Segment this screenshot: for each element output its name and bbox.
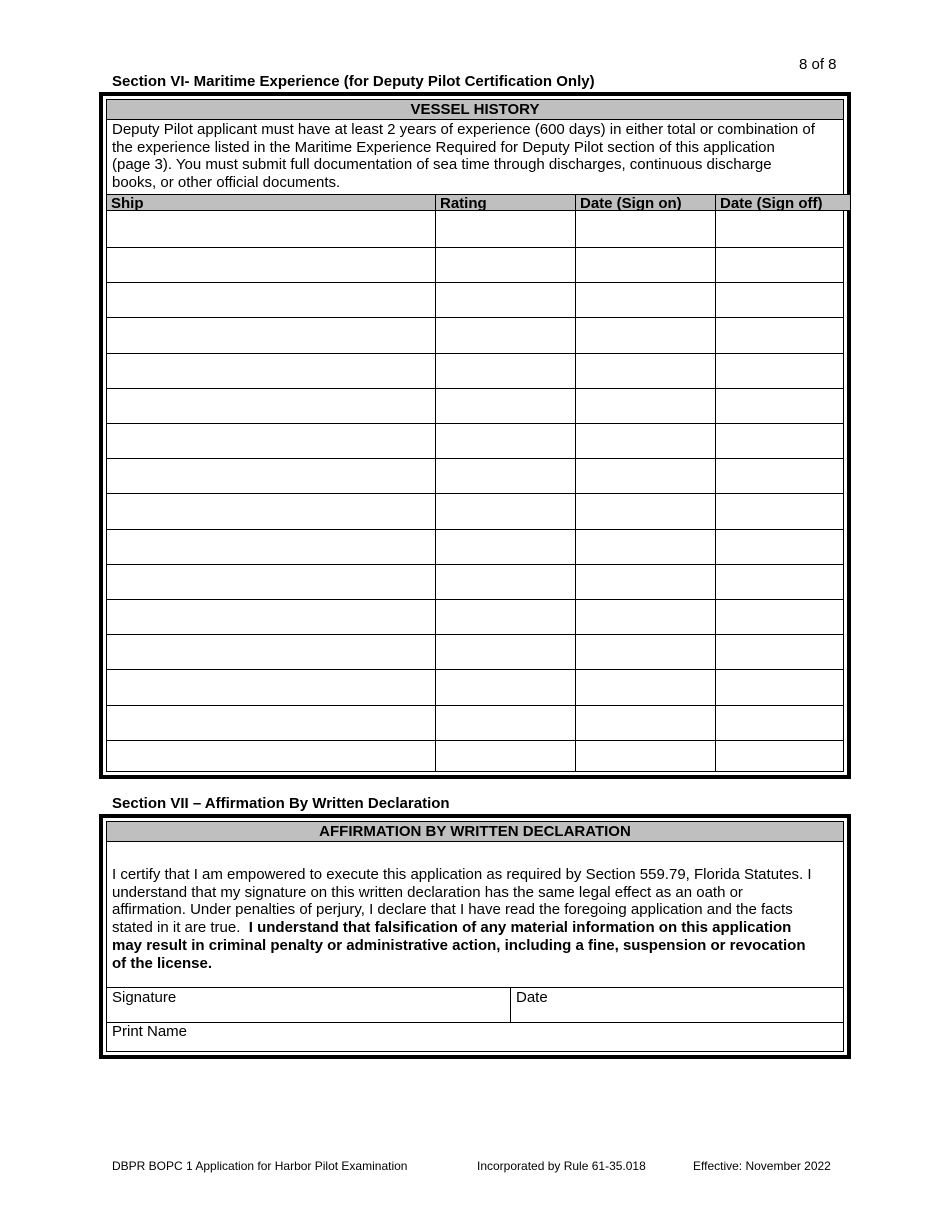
footer-rule: Incorporated by Rule 61-35.018	[477, 1159, 646, 1173]
rating-cell[interactable]	[436, 564, 575, 599]
date-sign-off-cell[interactable]	[716, 423, 850, 458]
date-sign-on-cell[interactable]	[576, 705, 715, 740]
column-divider	[575, 194, 576, 771]
instruction-line: the experience listed in the Maritime Experience Required for Deputy Pilot section of this application	[112, 138, 775, 156]
page-number: 8 of 8	[799, 56, 837, 73]
statement-line	[112, 919, 839, 937]
date-sign-off-cell[interactable]	[716, 282, 850, 317]
rating-cell[interactable]	[436, 634, 575, 669]
date-sign-off-cell[interactable]	[716, 705, 850, 740]
date-sign-on-cell[interactable]	[576, 529, 715, 564]
statement-line: of the license.	[112, 954, 213, 972]
date-sign-off-cell[interactable]	[716, 212, 850, 247]
ship-cell[interactable]	[107, 212, 435, 247]
ship-cell[interactable]	[107, 423, 435, 458]
affirmation-table	[106, 821, 844, 1052]
section-vii-heading: Section VII – Affirmation By Written Declaration	[112, 795, 450, 812]
date-sign-off-cell[interactable]	[716, 564, 850, 599]
rating-cell[interactable]	[436, 670, 575, 705]
ship-cell[interactable]	[107, 740, 435, 775]
rating-cell[interactable]	[436, 388, 575, 423]
vessel-history-row	[107, 388, 843, 424]
rating-cell[interactable]	[436, 282, 575, 317]
ship-cell[interactable]	[107, 494, 435, 529]
vessel-history-row	[107, 458, 843, 494]
vessel-history-row	[107, 423, 843, 459]
statement-line: I certify that I am empowered to execute this application as required by Section 559.79, Florida Statutes. I	[112, 866, 812, 883]
column-divider	[435, 194, 436, 771]
ship-cell[interactable]	[107, 353, 435, 388]
rating-cell[interactable]	[436, 318, 575, 353]
date-sign-on-cell[interactable]	[576, 247, 715, 282]
affirmation-statement	[112, 866, 839, 972]
date-sign-off-cell[interactable]	[716, 529, 850, 564]
column-header-date-sign-on: Date (Sign on)	[576, 194, 715, 211]
date-sign-off-cell[interactable]	[716, 388, 850, 423]
rating-cell[interactable]	[436, 212, 575, 247]
rating-cell[interactable]	[436, 458, 575, 493]
vessel-history-row	[107, 318, 843, 354]
date-label: Date	[516, 989, 548, 1006]
date-sign-off-cell[interactable]	[716, 353, 850, 388]
statement-text: stated in it are true.	[112, 919, 249, 937]
date-sign-off-cell[interactable]	[716, 494, 850, 529]
vessel-history-row	[107, 740, 843, 775]
signature-label: Signature	[112, 989, 177, 1006]
column-divider	[715, 194, 716, 771]
footer-form-name: DBPR BOPC 1 Application for Harbor Pilot Examination	[112, 1159, 408, 1173]
ship-cell[interactable]	[107, 529, 435, 564]
rating-cell[interactable]	[436, 705, 575, 740]
date-sign-on-cell[interactable]	[576, 423, 715, 458]
ship-cell[interactable]	[107, 599, 435, 634]
ship-cell[interactable]	[107, 247, 435, 282]
vessel-history-row	[107, 564, 843, 600]
vessel-history-row	[107, 494, 843, 530]
ship-cell[interactable]	[107, 670, 435, 705]
column-header-rating: Rating	[436, 194, 575, 211]
date-sign-off-cell[interactable]	[716, 740, 850, 775]
date-sign-on-cell[interactable]	[576, 564, 715, 599]
vessel-history-row	[107, 529, 843, 565]
column-header-date-sign-off: Date (Sign off)	[716, 194, 850, 211]
ship-cell[interactable]	[107, 458, 435, 493]
rating-cell[interactable]	[436, 494, 575, 529]
instruction-line: (page 3). You must submit full documentation of sea time through discharges, continuous discharge	[112, 156, 772, 174]
instruction-line: Deputy Pilot applicant must have at least 2 years of experience (600 days) in either total or combination of	[112, 121, 815, 138]
ship-cell[interactable]	[107, 388, 435, 423]
rating-cell[interactable]	[436, 529, 575, 564]
vessel-history-row	[107, 353, 843, 389]
date-sign-on-cell[interactable]	[576, 353, 715, 388]
date-sign-on-cell[interactable]	[576, 599, 715, 634]
rating-cell[interactable]	[436, 353, 575, 388]
vessel-history-title: VESSEL HISTORY	[107, 100, 843, 120]
statement-line: may result in criminal penalty or administrative action, including a fine, suspension or revocation	[112, 936, 806, 954]
vessel-history-instructions	[112, 121, 839, 192]
print-name-field[interactable]	[107, 1023, 843, 1051]
rating-cell[interactable]	[436, 423, 575, 458]
vessel-history-table	[106, 99, 844, 772]
date-sign-on-cell[interactable]	[576, 318, 715, 353]
date-sign-on-cell[interactable]	[576, 212, 715, 247]
rating-cell[interactable]	[436, 599, 575, 634]
date-field[interactable]	[511, 988, 843, 1022]
ship-cell[interactable]	[107, 282, 435, 317]
print-name-label: Print Name	[112, 1023, 188, 1040]
ship-cell[interactable]	[107, 705, 435, 740]
ship-cell[interactable]	[107, 564, 435, 599]
section-vi-heading: Section VI- Maritime Experience (for Deputy Pilot Certification Only)	[112, 73, 595, 90]
date-sign-on-cell[interactable]	[576, 740, 715, 775]
vessel-history-row	[107, 212, 843, 248]
date-sign-on-cell[interactable]	[576, 458, 715, 493]
vessel-history-box	[99, 92, 851, 779]
date-sign-off-cell[interactable]	[716, 634, 850, 669]
vessel-history-row	[107, 247, 843, 283]
falsification-warning: I understand that falsification of any material information on this application	[248, 919, 792, 937]
date-sign-on-cell[interactable]	[576, 388, 715, 423]
date-sign-on-cell[interactable]	[576, 634, 715, 669]
statement-line: affirmation. Under penalties of perjury, I declare that I have read the foregoing application and the facts	[112, 901, 793, 919]
affirmation-title: AFFIRMATION BY WRITTEN DECLARATION	[107, 822, 843, 842]
date-sign-off-cell[interactable]	[716, 247, 850, 282]
date-sign-on-cell[interactable]	[576, 670, 715, 705]
rating-cell[interactable]	[436, 247, 575, 282]
date-sign-on-cell[interactable]	[576, 282, 715, 317]
date-sign-off-cell[interactable]	[716, 599, 850, 634]
ship-cell[interactable]	[107, 634, 435, 669]
footer-effective-date: Effective: November 2022	[693, 1159, 831, 1173]
instruction-line: books, or other official documents.	[112, 174, 341, 192]
date-sign-on-cell[interactable]	[576, 494, 715, 529]
date-sign-off-cell[interactable]	[716, 318, 850, 353]
vessel-history-row	[107, 282, 843, 318]
affirmation-box	[99, 814, 851, 1059]
ship-cell[interactable]	[107, 318, 435, 353]
vessel-history-row	[107, 670, 843, 706]
vessel-history-row	[107, 705, 843, 741]
column-header-ship: Ship	[107, 194, 435, 211]
signature-field[interactable]	[107, 988, 510, 1022]
vessel-history-row	[107, 599, 843, 635]
rating-cell[interactable]	[436, 740, 575, 775]
statement-line: understand that my signature on this written declaration has the same legal effect as an oath or	[112, 883, 743, 901]
vessel-history-row	[107, 634, 843, 670]
date-sign-off-cell[interactable]	[716, 670, 850, 705]
date-sign-off-cell[interactable]	[716, 458, 850, 493]
